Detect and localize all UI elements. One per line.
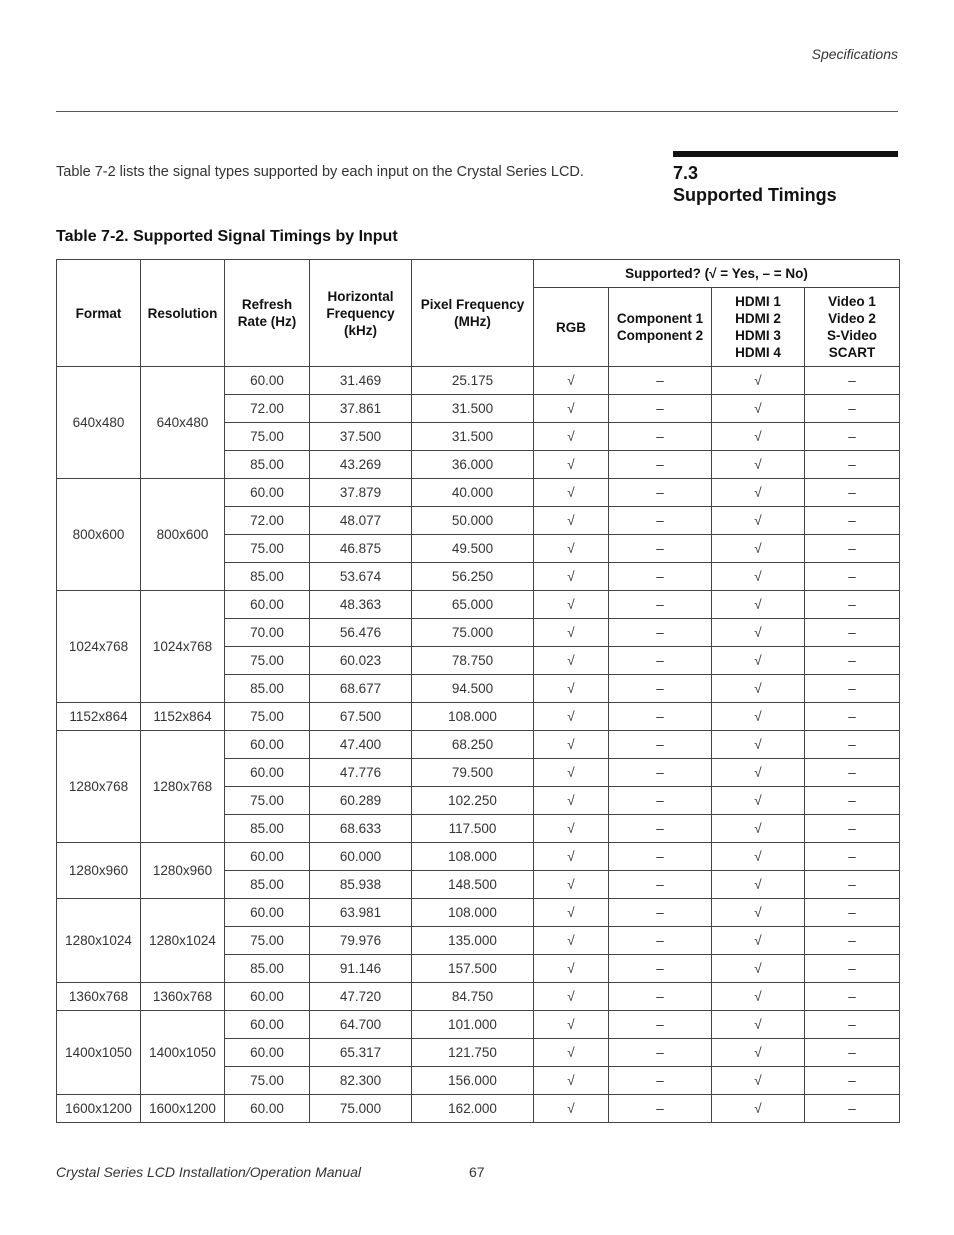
- hdmi-support-cell: √: [712, 563, 805, 591]
- hdmi-support-cell: √: [712, 815, 805, 843]
- component-support-cell: –: [609, 675, 712, 703]
- pixel-frequency-cell: 50.000: [412, 507, 534, 535]
- video-support-cell: –: [805, 955, 900, 983]
- header-line: Frequency: [326, 305, 395, 321]
- horizontal-frequency-cell: 37.861: [310, 395, 412, 423]
- pixel-frequency-cell: 68.250: [412, 731, 534, 759]
- horizontal-frequency-cell: 64.700: [310, 1011, 412, 1039]
- rgb-support-cell: √: [534, 759, 609, 787]
- pixel-frequency-cell: 121.750: [412, 1039, 534, 1067]
- resolution-cell: 1280x960: [141, 843, 225, 899]
- pixel-frequency-cell: 65.000: [412, 591, 534, 619]
- video-support-cell: –: [805, 731, 900, 759]
- horizontal-frequency-cell: 37.879: [310, 479, 412, 507]
- hdmi-support-cell: √: [712, 759, 805, 787]
- header-video: [805, 288, 900, 367]
- table-body: [57, 367, 900, 1123]
- hdmi-support-cell: √: [712, 927, 805, 955]
- component-support-cell: –: [609, 535, 712, 563]
- hdmi-support-cell: √: [712, 479, 805, 507]
- refresh-cell: 85.00: [225, 563, 310, 591]
- horizontal-frequency-cell: 53.674: [310, 563, 412, 591]
- header-line: S-Video: [827, 328, 878, 343]
- refresh-cell: 85.00: [225, 815, 310, 843]
- pixel-frequency-cell: 148.500: [412, 871, 534, 899]
- resolution-cell: 1360x768: [141, 983, 225, 1011]
- footer-manual-title: Crystal Series LCD Installation/Operation Manual: [56, 1164, 362, 1180]
- pixel-frequency-cell: 31.500: [412, 423, 534, 451]
- hdmi-support-cell: √: [712, 1039, 805, 1067]
- rgb-support-cell: √: [534, 731, 609, 759]
- rgb-support-cell: √: [534, 591, 609, 619]
- format-cell: 1360x768: [57, 983, 141, 1011]
- header-line: (MHz): [454, 314, 491, 329]
- video-support-cell: –: [805, 759, 900, 787]
- format-cell: 1024x768: [57, 591, 141, 703]
- refresh-cell: 60.00: [225, 1039, 310, 1067]
- hdmi-support-cell: √: [712, 507, 805, 535]
- pixel-frequency-cell: 31.500: [412, 395, 534, 423]
- refresh-cell: 85.00: [225, 871, 310, 899]
- format-cell: 1400x1050: [57, 1011, 141, 1095]
- video-support-cell: –: [805, 843, 900, 871]
- refresh-cell: 85.00: [225, 675, 310, 703]
- component-support-cell: –: [609, 591, 712, 619]
- video-support-cell: –: [805, 647, 900, 675]
- header-line: Horizontal: [327, 288, 394, 304]
- rgb-support-cell: √: [534, 1039, 609, 1067]
- component-support-cell: –: [609, 983, 712, 1011]
- header-format: Format: [57, 260, 141, 367]
- horizontal-frequency-cell: 48.077: [310, 507, 412, 535]
- pixel-frequency-cell: 102.250: [412, 787, 534, 815]
- refresh-cell: 60.00: [225, 479, 310, 507]
- component-support-cell: –: [609, 395, 712, 423]
- pixel-frequency-cell: 108.000: [412, 843, 534, 871]
- header-rule: [56, 111, 898, 112]
- component-support-cell: –: [609, 647, 712, 675]
- horizontal-frequency-cell: 31.469: [310, 367, 412, 395]
- video-support-cell: –: [805, 703, 900, 731]
- header-line: HDMI 3: [735, 328, 781, 343]
- rgb-support-cell: √: [534, 787, 609, 815]
- video-support-cell: –: [805, 451, 900, 479]
- table-row: [57, 591, 900, 619]
- format-cell: 1600x1200: [57, 1095, 141, 1123]
- video-support-cell: –: [805, 675, 900, 703]
- component-support-cell: –: [609, 843, 712, 871]
- component-support-cell: –: [609, 1039, 712, 1067]
- header-line: Refresh: [241, 297, 293, 312]
- header-refresh-rate: [225, 260, 310, 367]
- horizontal-frequency-cell: 67.500: [310, 703, 412, 731]
- refresh-cell: 60.00: [225, 983, 310, 1011]
- pixel-frequency-cell: 49.500: [412, 535, 534, 563]
- rgb-support-cell: √: [534, 843, 609, 871]
- component-support-cell: –: [609, 451, 712, 479]
- hdmi-support-cell: √: [712, 899, 805, 927]
- format-cell: 1152x864: [57, 703, 141, 731]
- hdmi-support-cell: √: [712, 871, 805, 899]
- rgb-support-cell: √: [534, 1067, 609, 1095]
- header-resolution: Resolution: [141, 260, 225, 367]
- table-row: [57, 703, 900, 731]
- hdmi-support-cell: √: [712, 451, 805, 479]
- rgb-support-cell: √: [534, 395, 609, 423]
- rgb-support-cell: √: [534, 423, 609, 451]
- pixel-frequency-cell: 25.175: [412, 367, 534, 395]
- refresh-cell: 60.00: [225, 1011, 310, 1039]
- horizontal-frequency-cell: 63.981: [310, 899, 412, 927]
- refresh-cell: 72.00: [225, 507, 310, 535]
- refresh-cell: 75.00: [225, 647, 310, 675]
- rgb-support-cell: √: [534, 507, 609, 535]
- section-title: Supported Timings: [673, 185, 837, 205]
- header-line: Component 1: [616, 311, 704, 326]
- horizontal-frequency-cell: 91.146: [310, 955, 412, 983]
- video-support-cell: –: [805, 1067, 900, 1095]
- rgb-support-cell: √: [534, 815, 609, 843]
- horizontal-frequency-cell: 85.938: [310, 871, 412, 899]
- video-support-cell: –: [805, 507, 900, 535]
- refresh-cell: 60.00: [225, 759, 310, 787]
- component-support-cell: –: [609, 507, 712, 535]
- horizontal-frequency-cell: 47.720: [310, 983, 412, 1011]
- header-line: Pixel Frequency: [420, 297, 525, 312]
- horizontal-frequency-cell: 65.317: [310, 1039, 412, 1067]
- video-support-cell: –: [805, 927, 900, 955]
- component-support-cell: –: [609, 563, 712, 591]
- table-row: [57, 1011, 900, 1039]
- horizontal-frequency-cell: 48.363: [310, 591, 412, 619]
- table-row: [57, 843, 900, 871]
- horizontal-frequency-cell: 79.976: [310, 927, 412, 955]
- refresh-cell: 60.00: [225, 591, 310, 619]
- refresh-cell: 75.00: [225, 535, 310, 563]
- video-support-cell: –: [805, 1095, 900, 1123]
- component-support-cell: –: [609, 479, 712, 507]
- hdmi-support-cell: √: [712, 423, 805, 451]
- header-line: HDMI 4: [735, 345, 781, 360]
- component-support-cell: –: [609, 731, 712, 759]
- header-line: Component 2: [616, 328, 704, 343]
- resolution-cell: 1024x768: [141, 591, 225, 703]
- hdmi-support-cell: √: [712, 647, 805, 675]
- rgb-support-cell: √: [534, 1011, 609, 1039]
- pixel-frequency-cell: 135.000: [412, 927, 534, 955]
- header-line: HDMI 1: [735, 294, 781, 309]
- hdmi-support-cell: √: [712, 395, 805, 423]
- component-support-cell: –: [609, 1011, 712, 1039]
- component-support-cell: –: [609, 927, 712, 955]
- horizontal-frequency-cell: 37.500: [310, 423, 412, 451]
- resolution-cell: 1280x1024: [141, 899, 225, 983]
- horizontal-frequency-cell: 60.023: [310, 647, 412, 675]
- hdmi-support-cell: √: [712, 1011, 805, 1039]
- hdmi-support-cell: √: [712, 955, 805, 983]
- rgb-support-cell: √: [534, 927, 609, 955]
- hdmi-support-cell: √: [712, 1067, 805, 1095]
- refresh-cell: 60.00: [225, 843, 310, 871]
- component-support-cell: –: [609, 423, 712, 451]
- pixel-frequency-cell: 75.000: [412, 619, 534, 647]
- header-horizontal-frequency: [310, 260, 412, 367]
- video-support-cell: –: [805, 591, 900, 619]
- format-cell: 800x600: [57, 479, 141, 591]
- horizontal-frequency-cell: 47.776: [310, 759, 412, 787]
- component-support-cell: –: [609, 759, 712, 787]
- table-row: [57, 479, 900, 507]
- header-line: Video 2: [828, 311, 876, 326]
- pixel-frequency-cell: 156.000: [412, 1067, 534, 1095]
- pixel-frequency-cell: 84.750: [412, 983, 534, 1011]
- horizontal-frequency-cell: 68.677: [310, 675, 412, 703]
- video-support-cell: –: [805, 983, 900, 1011]
- video-support-cell: –: [805, 535, 900, 563]
- pixel-frequency-cell: 56.250: [412, 563, 534, 591]
- rgb-support-cell: √: [534, 563, 609, 591]
- pixel-frequency-cell: 157.500: [412, 955, 534, 983]
- refresh-cell: 60.00: [225, 899, 310, 927]
- format-cell: 1280x1024: [57, 899, 141, 983]
- pixel-frequency-cell: 36.000: [412, 451, 534, 479]
- pixel-frequency-cell: 108.000: [412, 703, 534, 731]
- table-row: [57, 1095, 900, 1123]
- video-support-cell: –: [805, 1039, 900, 1067]
- refresh-cell: 85.00: [225, 955, 310, 983]
- rgb-support-cell: √: [534, 955, 609, 983]
- refresh-cell: 60.00: [225, 1095, 310, 1123]
- hdmi-support-cell: √: [712, 535, 805, 563]
- hdmi-support-cell: √: [712, 619, 805, 647]
- hdmi-support-cell: √: [712, 731, 805, 759]
- rgb-support-cell: √: [534, 535, 609, 563]
- pixel-frequency-cell: 117.500: [412, 815, 534, 843]
- pixel-frequency-cell: 79.500: [412, 759, 534, 787]
- resolution-cell: 1400x1050: [141, 1011, 225, 1095]
- video-support-cell: –: [805, 815, 900, 843]
- video-support-cell: –: [805, 899, 900, 927]
- component-support-cell: –: [609, 787, 712, 815]
- hdmi-support-cell: √: [712, 367, 805, 395]
- horizontal-frequency-cell: 46.875: [310, 535, 412, 563]
- section-heading-bar: [673, 151, 898, 157]
- header-line: HDMI 2: [735, 311, 781, 326]
- pixel-frequency-cell: 108.000: [412, 899, 534, 927]
- hdmi-support-cell: √: [712, 591, 805, 619]
- running-header: Specifications: [811, 46, 898, 62]
- refresh-cell: 75.00: [225, 1067, 310, 1095]
- format-cell: 1280x768: [57, 731, 141, 843]
- horizontal-frequency-cell: 60.289: [310, 787, 412, 815]
- signal-timings-table: [56, 259, 900, 1123]
- table-row: [57, 983, 900, 1011]
- header-rgb: RGB: [534, 288, 609, 367]
- rgb-support-cell: √: [534, 479, 609, 507]
- component-support-cell: –: [609, 871, 712, 899]
- video-support-cell: –: [805, 395, 900, 423]
- horizontal-frequency-cell: 75.000: [310, 1095, 412, 1123]
- hdmi-support-cell: √: [712, 843, 805, 871]
- video-support-cell: –: [805, 367, 900, 395]
- refresh-cell: 70.00: [225, 619, 310, 647]
- component-support-cell: –: [609, 899, 712, 927]
- video-support-cell: –: [805, 871, 900, 899]
- resolution-cell: 1280x768: [141, 731, 225, 843]
- refresh-cell: 85.00: [225, 451, 310, 479]
- rgb-support-cell: √: [534, 983, 609, 1011]
- refresh-cell: 75.00: [225, 423, 310, 451]
- rgb-support-cell: √: [534, 451, 609, 479]
- video-support-cell: –: [805, 619, 900, 647]
- table-row: [57, 367, 900, 395]
- header-component: [609, 288, 712, 367]
- refresh-cell: 72.00: [225, 395, 310, 423]
- component-support-cell: –: [609, 703, 712, 731]
- rgb-support-cell: √: [534, 367, 609, 395]
- hdmi-support-cell: √: [712, 787, 805, 815]
- component-support-cell: –: [609, 955, 712, 983]
- rgb-support-cell: √: [534, 675, 609, 703]
- header-line: SCART: [828, 345, 876, 360]
- component-support-cell: –: [609, 1095, 712, 1123]
- horizontal-frequency-cell: 60.000: [310, 843, 412, 871]
- format-cell: 1280x960: [57, 843, 141, 899]
- refresh-cell: 60.00: [225, 367, 310, 395]
- header-supported: Supported? (√ = Yes, – = No): [534, 260, 900, 288]
- format-cell: 640x480: [57, 367, 141, 479]
- rgb-support-cell: √: [534, 647, 609, 675]
- video-support-cell: –: [805, 563, 900, 591]
- video-support-cell: –: [805, 1011, 900, 1039]
- component-support-cell: –: [609, 619, 712, 647]
- table-row: [57, 899, 900, 927]
- resolution-cell: 1600x1200: [141, 1095, 225, 1123]
- page-number: 67: [469, 1164, 485, 1180]
- horizontal-frequency-cell: 82.300: [310, 1067, 412, 1095]
- component-support-cell: –: [609, 815, 712, 843]
- video-support-cell: –: [805, 787, 900, 815]
- resolution-cell: 640x480: [141, 367, 225, 479]
- header-line: Rate (Hz): [237, 314, 297, 329]
- horizontal-frequency-cell: 68.633: [310, 815, 412, 843]
- pixel-frequency-cell: 78.750: [412, 647, 534, 675]
- hdmi-support-cell: √: [712, 675, 805, 703]
- component-support-cell: –: [609, 1067, 712, 1095]
- header-pixel-frequency: [412, 260, 534, 367]
- pixel-frequency-cell: 162.000: [412, 1095, 534, 1123]
- hdmi-support-cell: √: [712, 1095, 805, 1123]
- hdmi-support-cell: √: [712, 983, 805, 1011]
- refresh-cell: 75.00: [225, 703, 310, 731]
- pixel-frequency-cell: 94.500: [412, 675, 534, 703]
- header-line: Video 1: [828, 294, 876, 309]
- horizontal-frequency-cell: 47.400: [310, 731, 412, 759]
- resolution-cell: 800x600: [141, 479, 225, 591]
- pixel-frequency-cell: 101.000: [412, 1011, 534, 1039]
- horizontal-frequency-cell: 43.269: [310, 451, 412, 479]
- video-support-cell: –: [805, 423, 900, 451]
- horizontal-frequency-cell: 56.476: [310, 619, 412, 647]
- header-line: (kHz): [344, 322, 377, 338]
- hdmi-support-cell: √: [712, 703, 805, 731]
- rgb-support-cell: √: [534, 899, 609, 927]
- component-support-cell: –: [609, 367, 712, 395]
- refresh-cell: 60.00: [225, 731, 310, 759]
- pixel-frequency-cell: 40.000: [412, 479, 534, 507]
- intro-paragraph: Table 7-2 lists the signal types supported by each input on the Crystal Series LCD.: [56, 164, 584, 180]
- header-hdmi: [712, 288, 805, 367]
- refresh-cell: 75.00: [225, 787, 310, 815]
- table-caption: Table 7-2. Supported Signal Timings by Input: [56, 228, 398, 245]
- rgb-support-cell: √: [534, 1095, 609, 1123]
- rgb-support-cell: √: [534, 871, 609, 899]
- table-row: [57, 731, 900, 759]
- video-support-cell: –: [805, 479, 900, 507]
- refresh-cell: 75.00: [225, 927, 310, 955]
- resolution-cell: 1152x864: [141, 703, 225, 731]
- rgb-support-cell: √: [534, 703, 609, 731]
- rgb-support-cell: √: [534, 619, 609, 647]
- section-number: 7.3: [673, 163, 699, 183]
